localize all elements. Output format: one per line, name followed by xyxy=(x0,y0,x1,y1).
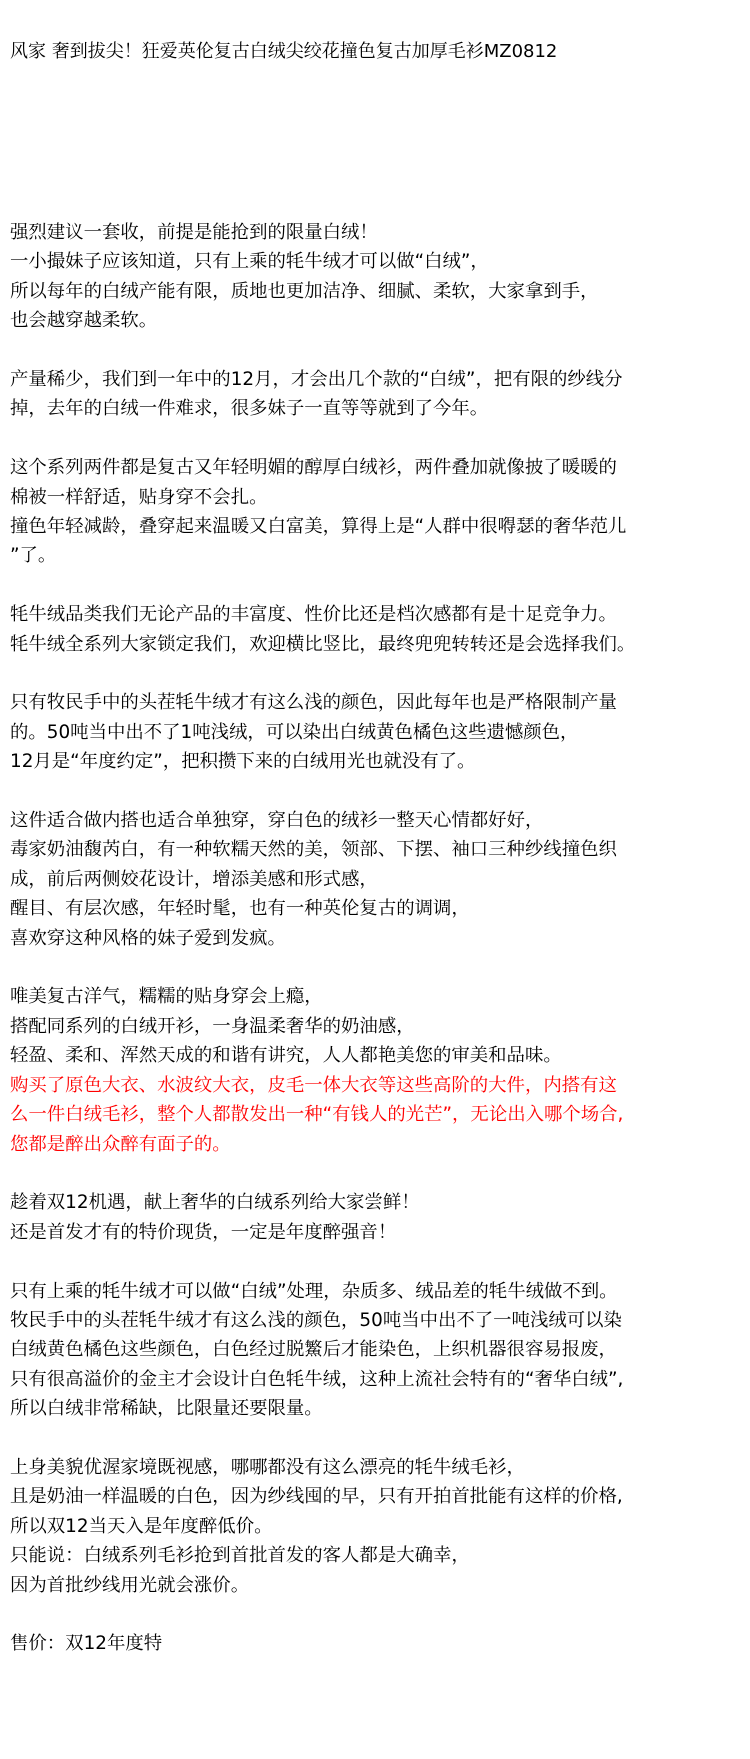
text-line: 棉被一样舒适，贴身穿不会扎。 xyxy=(10,486,268,508)
text-line: 产量稀少，我们到一年中的12月，才会出几个款的“白绒”，把有限的纱线分 xyxy=(10,369,623,391)
text-line: 强烈建议一套收，前提是能抢到的限量白绒！ xyxy=(10,222,378,243)
text-line: 因为首批纱线用光就会涨价。 xyxy=(10,1574,250,1596)
description-paragraph xyxy=(10,1629,745,1658)
text-line: 只有很高溢价的金主才会设计白色牦牛绒，这种上流社会特有的“奢华白绒”, xyxy=(10,1368,624,1390)
text-line: 售价：双12年度特 xyxy=(10,1633,163,1655)
text-line: 上身美貌优渥家境既视感，哪哪都没有这么漂亮的牦牛绒毛衫， xyxy=(10,1456,525,1478)
product-title: 风家 奢到拔尖！狂爱英伦复古白绒尖绞花撞色复古加厚毛衫MZ0812 xyxy=(10,41,558,62)
text-line: 搭配同系列的白绒开衫，一身温柔奢华的奶油感， xyxy=(10,1015,415,1037)
description-paragraph xyxy=(10,453,745,571)
text-line: 牦牛绒全系列大家锁定我们，欢迎横比竖比，最终兜兜转转还是会选择我们。 xyxy=(10,633,636,655)
text-line: 只有牧民手中的头茬牦牛绒才有这么浅的颜色，因此每年也是严格限制产量 xyxy=(10,692,617,714)
text-line: 且是奶油一样温暖的白色，因为纱线囤的早，只有开拍首批能有这样的价格, xyxy=(10,1486,623,1508)
text-line: 还是首发才有的特价现货，一定是年度醉强音！ xyxy=(10,1221,397,1243)
description-paragraph xyxy=(10,806,745,953)
text-line: 一小撮妹子应该知道，只有上乘的牦牛绒才可以做“白绒”， xyxy=(10,251,489,273)
text-line: ”了。 xyxy=(10,545,57,567)
text-line: 也会越穿越柔软。 xyxy=(10,310,158,332)
product-description xyxy=(10,218,745,1688)
text-line: 趁着双12机遇，献上奢华的白绒系列给大家尝鲜！ xyxy=(10,1192,420,1214)
highlight-text-line: 您都是醉出众醉有面子的。 xyxy=(10,1133,231,1155)
text-line: 喜欢穿这种风格的妹子爱到发疯。 xyxy=(10,927,286,949)
text-line: 的。50吨当中出不了1吨浅绒，可以染出白绒黄色橘色这些遗憾颜色， xyxy=(10,721,579,743)
text-line: 只有上乘的牦牛绒才可以做“白绒”处理，杂质多、绒品差的牦牛绒做不到。 xyxy=(10,1280,618,1302)
description-paragraph xyxy=(10,1453,745,1600)
description-paragraph xyxy=(10,688,745,776)
text-line: 牧民手中的头茬牦牛绒才有这么浅的颜色，50吨当中出不了一吨浅绒可以染 xyxy=(10,1309,622,1331)
text-line: 这个系列两件都是复古又年轻明媚的醇厚白绒衫，两件叠加就像披了暖暖的 xyxy=(10,457,617,479)
text-line: 12月是“年度约定”，把积攒下来的白绒用光也就没有了。 xyxy=(10,751,476,773)
text-line: 这件适合做内搭也适合单独穿，穿白色的绒衫一整天心情都好好， xyxy=(10,810,544,832)
text-line: 醒目、有层次感，年轻时髦，也有一种英伦复古的调调， xyxy=(10,898,470,920)
description-paragraph xyxy=(10,982,745,1158)
text-line: 只能说：白绒系列毛衫抢到首批首发的客人都是大确幸， xyxy=(10,1545,470,1567)
description-paragraph xyxy=(10,1188,745,1247)
text-line: 轻盈、柔和、浑然天成的和谐有讲究，人人都艳美您的审美和品味。 xyxy=(10,1045,562,1067)
description-paragraph xyxy=(10,218,745,336)
text-line: 掉，去年的白绒一件难求，很多妹子一直等等就到了今年。 xyxy=(10,398,489,420)
highlight-text-line: 么一件白绒毛衫，整个人都散发出一种“有钱人的光芒”，无论出入哪个场合, xyxy=(10,1104,624,1126)
description-paragraph xyxy=(10,365,745,424)
text-line: 白绒黄色橘色这些颜色，白色经过脱鰵后才能染色，上织机器很容易报废， xyxy=(10,1339,617,1361)
text-line: 成，前后两侧姣花设计，增添美感和形式感， xyxy=(10,868,378,890)
description-paragraph xyxy=(10,1277,745,1424)
text-line: 唯美复古洋气，糯糯的贴身穿会上瘾， xyxy=(10,986,323,1008)
highlight-text-line: 购买了原色大衣、水波纹大衣，皮毛一体大衣等这些高阶的大件，内搭有这 xyxy=(10,1074,617,1096)
text-line: 毒家奶油馥芮白，有一种软糯天然的美，领部、下摆、袖口三种纱线撞色织 xyxy=(10,839,617,861)
text-line: 所以白绒非常稀缺，比限量还要限量。 xyxy=(10,1398,323,1420)
text-line: 牦牛绒品类我们无论产品的丰富度、性价比还是档次感都有是十足竞争力。 xyxy=(10,604,617,626)
text-line: 撞色年轻减龄，叠穿起来温暖又白富美，算得上是“人群中很嘚瑟的奢华范儿 xyxy=(10,516,627,538)
text-line: 所以双12当天入是年度醉低价。 xyxy=(10,1515,273,1537)
text-line: 所以每年的白绒产能有限，质地也更加洁净、细腻、柔软，大家拿到手， xyxy=(10,280,599,302)
description-paragraph xyxy=(10,600,745,659)
